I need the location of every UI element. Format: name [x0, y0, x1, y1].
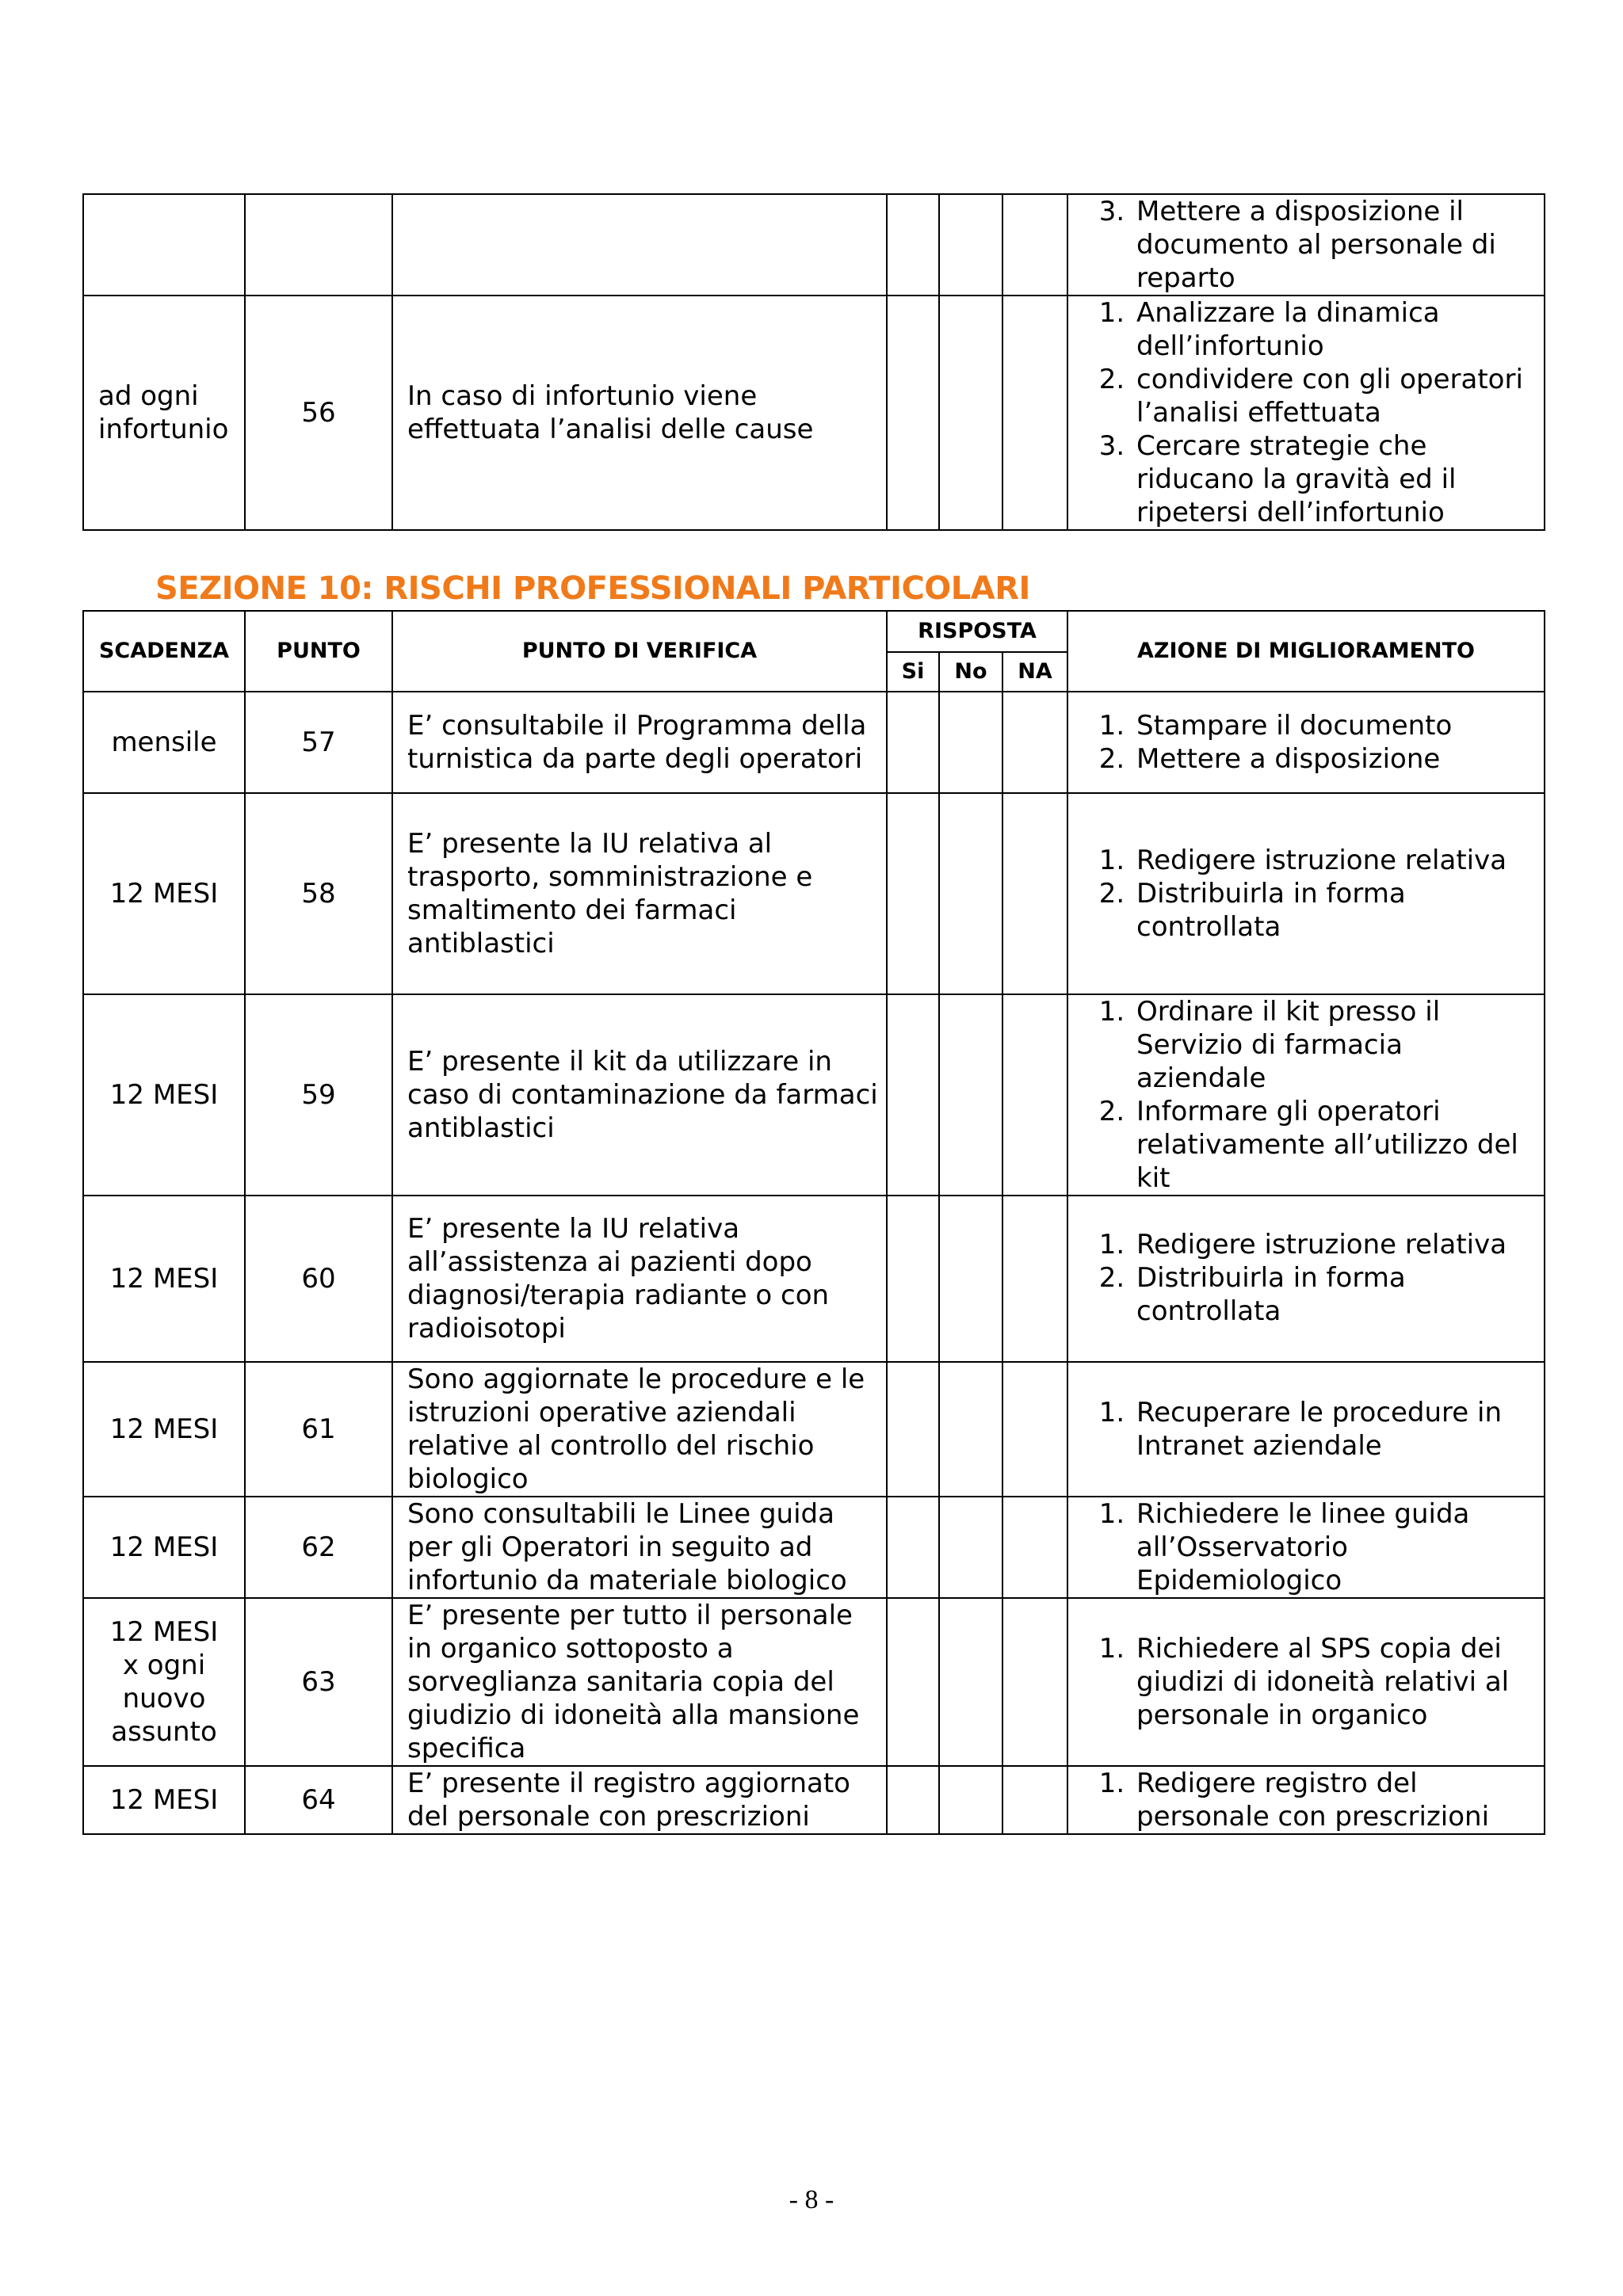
header-azione: AZIONE DI MIGLIORAMENTO — [1067, 611, 1545, 692]
na-cell[interactable] — [1002, 994, 1067, 1196]
scadenza-cell — [83, 1598, 245, 1766]
action-item: 2. Informare gli operatori relativamente all’utilizzo del kit — [1133, 1095, 1536, 1195]
action-item: 2. Distribuirla in forma controllata — [1133, 877, 1536, 944]
action-list — [1068, 844, 1544, 944]
section-title: SEZIONE 10: RISCHI PROFESSIONALI PARTICOLARI — [155, 570, 1030, 607]
action-item: 2. condividere con gli operatori l’analisi effettuata — [1133, 363, 1536, 429]
action-list — [1068, 1497, 1544, 1597]
action-item: 1. Stampare il documento — [1133, 709, 1536, 742]
azione-cell — [1067, 296, 1545, 530]
azione-cell — [1067, 1598, 1545, 1766]
table-row — [83, 1362, 1545, 1497]
table-row — [83, 1196, 1545, 1362]
scadenza-cell: ad ogni infortunio — [83, 296, 245, 530]
action-list — [1068, 1396, 1544, 1463]
header-si: Si — [887, 652, 939, 692]
punto-cell: 63 — [245, 1598, 392, 1766]
na-cell[interactable] — [1002, 194, 1067, 296]
si-cell[interactable] — [887, 1766, 939, 1834]
punto-cell: 60 — [245, 1196, 392, 1362]
scadenza-cell: 12 MESI — [83, 1766, 245, 1834]
action-item: 1. Analizzare la dinamica dell’infortunio — [1133, 296, 1536, 363]
azione-cell — [1067, 994, 1545, 1196]
scadenza-cell: mensile — [83, 692, 245, 793]
no-cell[interactable] — [939, 793, 1002, 994]
action-item: 1. Richiedere le linee guida all’Osservatorio Epidemiologico — [1133, 1497, 1536, 1597]
action-list — [1068, 195, 1544, 295]
si-cell[interactable] — [887, 1362, 939, 1497]
si-cell[interactable] — [887, 793, 939, 994]
si-cell[interactable] — [887, 194, 939, 296]
no-cell[interactable] — [939, 1766, 1002, 1834]
na-cell[interactable] — [1002, 1362, 1067, 1497]
table-row — [83, 1766, 1545, 1834]
punto-cell: 62 — [245, 1497, 392, 1598]
scadenza-cell: 12 MESI — [83, 1497, 245, 1598]
si-cell[interactable] — [887, 1497, 939, 1598]
action-list — [1068, 1228, 1544, 1328]
table-row — [83, 1598, 1545, 1766]
action-item: 1. Recuperare le procedure in Intranet aziendale — [1133, 1396, 1536, 1463]
na-cell[interactable] — [1002, 1196, 1067, 1362]
table-row — [83, 692, 1545, 793]
action-item: 2. Mettere a disposizione — [1133, 742, 1536, 776]
action-item: 3. Cercare strategie che riducano la gravità ed il ripetersi dell’infortunio — [1133, 429, 1536, 529]
table-row — [83, 994, 1545, 1196]
page-number: - 8 - — [789, 2185, 834, 2214]
azione-cell — [1067, 793, 1545, 994]
header-punto: PUNTO — [245, 611, 392, 692]
si-cell[interactable] — [887, 994, 939, 1196]
action-item: 3. Mettere a disposizione il documento al personale di reparto — [1133, 195, 1536, 295]
action-item: 1. Redigere istruzione relativa — [1133, 1228, 1536, 1261]
no-cell[interactable] — [939, 692, 1002, 793]
azione-cell — [1067, 692, 1545, 793]
verifica-cell: E’ presente il registro aggiornato del personale con prescrizioni — [392, 1766, 887, 1834]
punto-cell — [245, 194, 392, 296]
action-item: 1. Richiedere al SPS copia dei giudizi di idoneità relativi al personale in organico — [1133, 1632, 1536, 1732]
punto-cell: 64 — [245, 1766, 392, 1834]
action-item: 1. Redigere istruzione relativa — [1133, 844, 1536, 877]
action-list — [1068, 296, 1544, 529]
action-list — [1068, 1632, 1544, 1732]
scadenza-cell — [83, 194, 245, 296]
verifica-cell: E’ presente la IU relativa all’assistenza ai pazienti dopo diagnosi/terapia radiante o con radioisotopi — [392, 1196, 887, 1362]
punto-cell: 59 — [245, 994, 392, 1196]
no-cell[interactable] — [939, 1598, 1002, 1766]
azione-cell — [1067, 194, 1545, 296]
action-list — [1068, 995, 1544, 1195]
na-cell[interactable] — [1002, 296, 1067, 530]
no-cell[interactable] — [939, 194, 1002, 296]
header-verifica: PUNTO DI VERIFICA — [392, 611, 887, 692]
verifica-cell — [392, 194, 887, 296]
table-row — [83, 793, 1545, 994]
table-row — [83, 1497, 1545, 1598]
na-cell[interactable] — [1002, 1598, 1067, 1766]
na-cell[interactable] — [1002, 793, 1067, 994]
si-cell[interactable] — [887, 692, 939, 793]
verifica-cell: E’ consultabile il Programma della turnistica da parte degli operatori — [392, 692, 887, 793]
action-list — [1068, 1767, 1544, 1833]
na-cell[interactable] — [1002, 1766, 1067, 1834]
scadenza-cell: 12 MESI — [83, 1362, 245, 1497]
no-cell[interactable] — [939, 296, 1002, 530]
azione-cell — [1067, 1497, 1545, 1598]
na-cell[interactable] — [1002, 692, 1067, 793]
continuation-table — [82, 193, 1545, 531]
action-item: 1. Ordinare il kit presso il Servizio di farmacia aziendale — [1133, 995, 1536, 1095]
verifica-cell: Sono aggiornate le procedure e le istruzioni operative aziendali relative al controllo del rischio biologico — [392, 1362, 887, 1497]
na-cell[interactable] — [1002, 1497, 1067, 1598]
no-cell[interactable] — [939, 994, 1002, 1196]
action-item: 1. Redigere registro del personale con prescrizioni — [1133, 1767, 1536, 1833]
verifica-cell: E’ presente il kit da utilizzare in caso di contaminazione da farmaci antiblastici — [392, 994, 887, 1196]
azione-cell — [1067, 1766, 1545, 1834]
no-cell[interactable] — [939, 1196, 1002, 1362]
punto-cell: 56 — [245, 296, 392, 530]
scadenza-text: 12 MESI x ogni nuovo assunto — [109, 1616, 219, 1748]
action-list — [1068, 709, 1544, 776]
verifica-cell: E’ presente la IU relativa al trasporto, somministrazione e smaltimento dei farmaci antiblastici — [392, 793, 887, 994]
no-cell[interactable] — [939, 1362, 1002, 1497]
header-scadenza: SCADENZA — [83, 611, 245, 692]
table-row — [83, 296, 1545, 530]
punto-cell: 61 — [245, 1362, 392, 1497]
verifica-cell: E’ presente per tutto il personale in organico sottoposto a sorveglianza sanitaria copia del giudizio di idoneità alla mansione specifica — [392, 1598, 887, 1766]
table-row — [83, 194, 1545, 296]
azione-cell — [1067, 1362, 1545, 1497]
action-item: 2. Distribuirla in forma controllata — [1133, 1261, 1536, 1328]
si-cell[interactable] — [887, 1196, 939, 1362]
verifica-cell: In caso di infortunio viene effettuata l’analisi delle cause — [392, 296, 887, 530]
header-na: NA — [1002, 652, 1067, 692]
scadenza-cell: 12 MESI — [83, 793, 245, 994]
punto-cell: 57 — [245, 692, 392, 793]
scadenza-cell: 12 MESI — [83, 1196, 245, 1362]
si-cell[interactable] — [887, 1598, 939, 1766]
verifica-cell: Sono consultabili le Linee guida per gli Operatori in seguito ad infortunio da materiale biologico — [392, 1497, 887, 1598]
scadenza-cell: 12 MESI — [83, 994, 245, 1196]
azione-cell — [1067, 1196, 1545, 1362]
no-cell[interactable] — [939, 1497, 1002, 1598]
header-no: No — [939, 652, 1002, 692]
punto-cell: 58 — [245, 793, 392, 994]
header-risposta: RISPOSTA — [887, 611, 1067, 652]
si-cell[interactable] — [887, 296, 939, 530]
checklist-table — [82, 610, 1545, 1835]
